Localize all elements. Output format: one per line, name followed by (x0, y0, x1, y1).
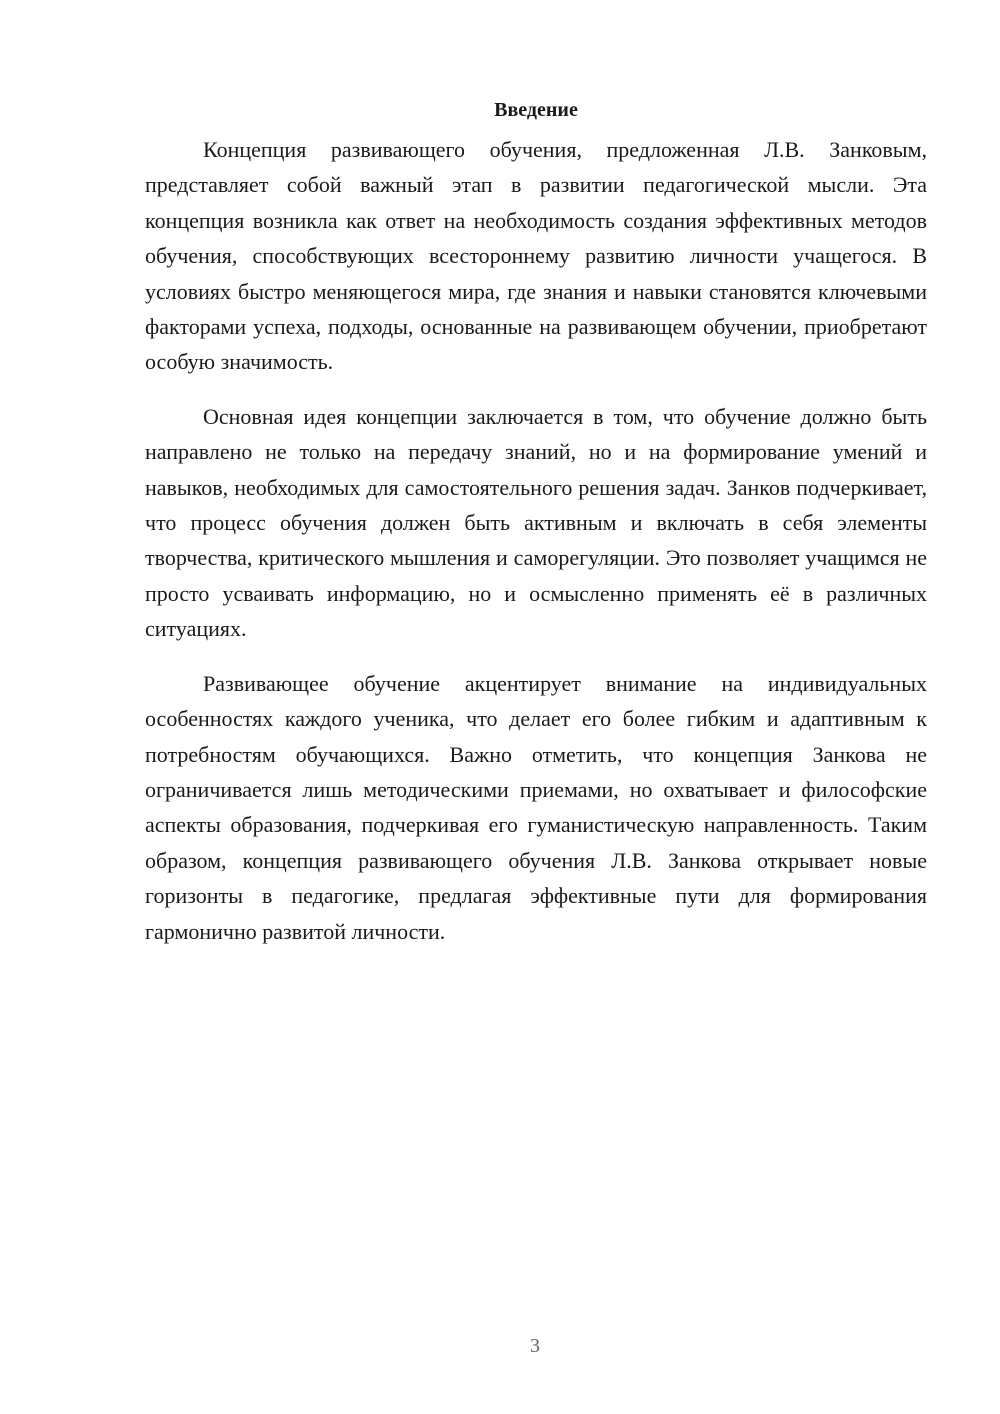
page-number: 3 (530, 1335, 540, 1357)
paragraph-3: Развивающее обучение акцентирует внимание на индивидуальных особенностях каждого ученика, что делает его более гибким и адаптивным к потребностям обучающихся. Важно отметить, что концепция Занкова не ограничивается лишь методическими приемами, но охватывает и философские аспекты образования, подчеркивая его гуманистическую направленность. Таким образом, концепция развивающего обучения Л.В. Занкова открывает новые горизонты в педагогике, предлагая эффективные пути для формирования гармонично развитой личности. (145, 670, 927, 944)
page-content (145, 96, 927, 968)
paragraph-2: Основная идея концепции заключается в том, что обучение должно быть направлено не только на передачу знаний, но и на формирование умений и навыков, необходимых для самостоятельного решения задач. Занков подчеркивает, что процесс обучения должен быть активным и включать в себя элементы творчества, критического мышления и саморегуляции. Это позволяет учащимся не просто усваивать информацию, но и осмысленно применять её в различных ситуациях. (145, 403, 927, 642)
section-heading: Введение (494, 99, 578, 121)
paragraph-1: Концепция развивающего обучения, предложенная Л.В. Занковым, представляет собой важный этап в развитии педагогической мысли. Эта концепция возникла как ответ на необходимость создания эффективных методов обучения, способствующих всестороннему развитию личности учащегося. В условиях быстро меняющегося мира, где знания и навыки становятся ключевыми факторами успеха, подходы, основанные на развивающем обучении, приобретают особую значимость. (145, 137, 927, 375)
